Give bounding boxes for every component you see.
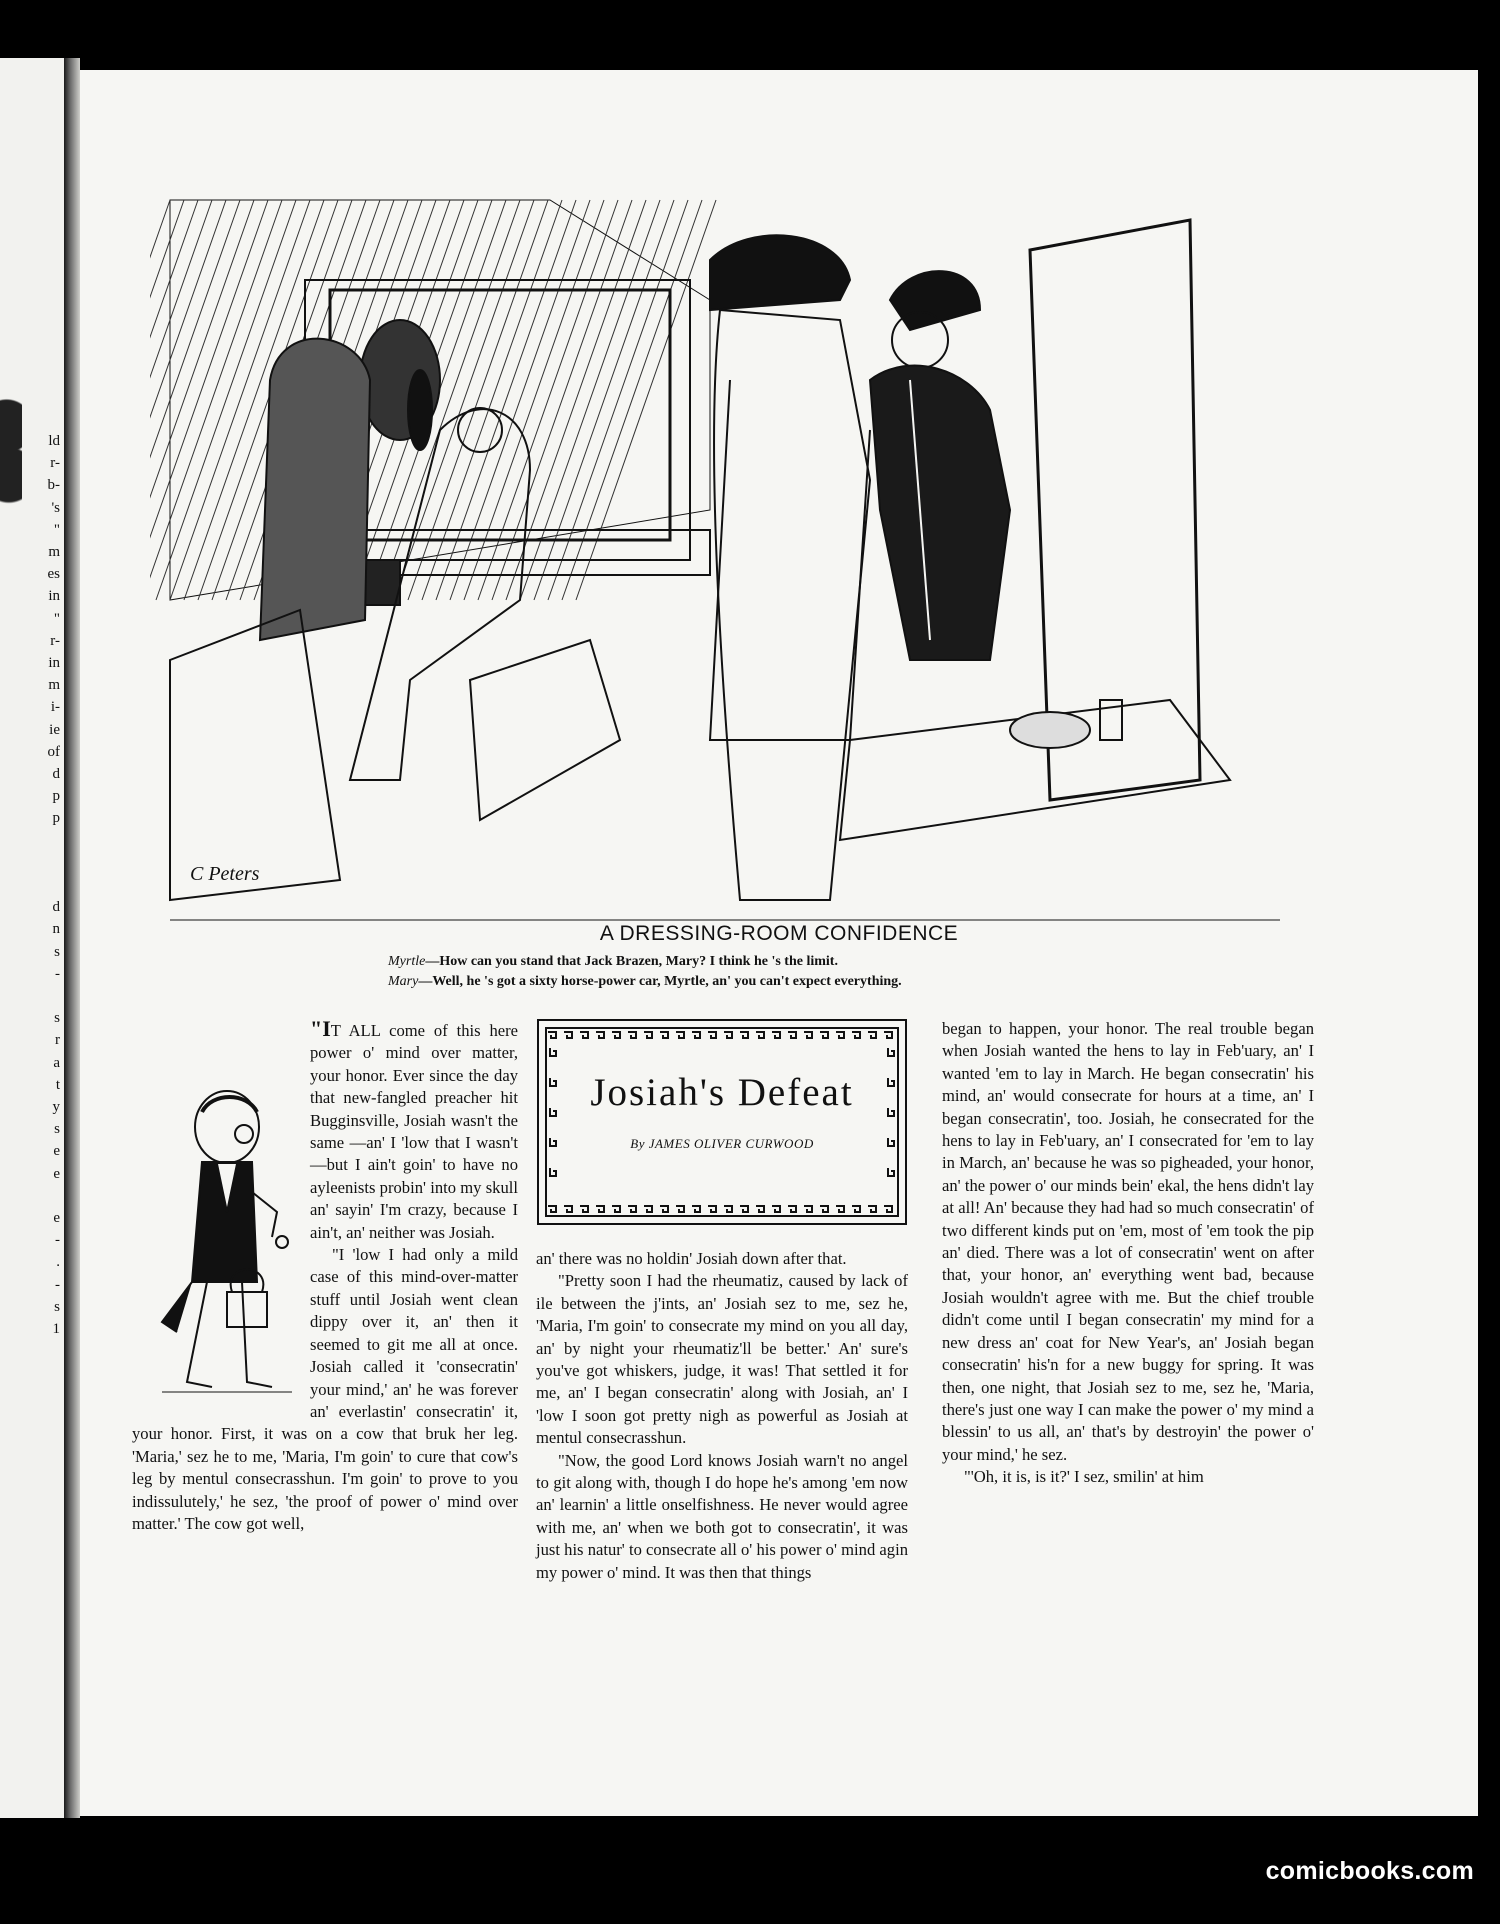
previous-page-text-fragment: 1 (52, 1321, 60, 1337)
story-column-1 (132, 1018, 518, 1535)
previous-page-text-fragment: ld (48, 433, 60, 449)
previous-page-text-fragment: - (55, 1276, 60, 1293)
previous-page-text-fragment: " (53, 610, 60, 627)
previous-page-text-fragment: r- (50, 455, 60, 472)
speaker-name: Mary (388, 974, 419, 989)
previous-page-text-fragment: d (52, 899, 60, 916)
previous-page-text-fragment: a (53, 1054, 60, 1071)
dialogue-text: —Well, he 's got a sixty horse-power car, Myrtle, an' you can't expect everything. (418, 974, 902, 989)
previous-page-text-fragment: of (47, 743, 60, 760)
man-with-flowerpot-cartoon (132, 1082, 302, 1412)
caption-line-mary (388, 974, 902, 990)
previous-page-text-fragment: d (52, 766, 60, 782)
previous-page-text-fragment: in (48, 588, 60, 605)
previous-page-text-fragment: r (55, 1032, 60, 1049)
previous-page-text-fragment: m (48, 544, 60, 560)
paragraph: an' there was no holdin' Josiah down after that. (536, 1249, 847, 1268)
previous-page-text-fragment: . (56, 1254, 60, 1271)
story-byline: By JAMES OLIVER CURWOOD (630, 1136, 814, 1151)
story-column-2 (536, 1248, 908, 1584)
previous-page-text-fragment: p (52, 810, 60, 827)
story-title-box (536, 1018, 908, 1226)
site-watermark: comicbooks.com (1265, 1857, 1474, 1885)
previous-page-text-fragment: s (54, 1010, 60, 1027)
previous-page-text-fragment: m (48, 677, 60, 694)
paragraph: "Pretty soon I had the rheumatiz, caused by lack of ile between the j'ints, an' Josiah sez to me, sez he, 'Maria, I'm goin' to consecrate my mind on you all day, an' by night your rheumatiz'll be better.' An' sure's you've got whiskers, judge, it was! That settled it for me, an' I began consecratin' along with Josiah, an' I 'low I soon got pretty nigh as powerful as Josiah at mentul consecrasshun. (536, 1271, 908, 1448)
previous-page-sliver (0, 58, 67, 1818)
previous-page-text-fragment: - (55, 965, 60, 982)
drop-cap: "I (310, 1016, 331, 1041)
previous-page-text-fragment: e (53, 1210, 60, 1226)
previous-page-text-fragment: e (53, 1165, 60, 1182)
paragraph: "Now, the good Lord knows Josiah warn't no angel to git along with, though I do hope he's among 'em now an' learnin' a little onselfishness. He never would agree with me, an' when we both got to consecratin', it was just his natur' to consecrate all o' his power o' mind agin my power o' mind. It was then that things (536, 1450, 908, 1582)
previous-page-text-fragment: n (52, 921, 60, 938)
paragraph: "I 'low I had only a mild case of this mind-over-matter stuff until Josiah went clean dippy over it, an' then it seemed to git me all at once. Josiah called it 'consecratin' your mind,' an' he was forever an' everlastin' consecratin' it, your honor. First, it was on a cow that bruk her leg. 'Maria,' sez he to me, 'Maria, I'm goin' to cure that cow's leg by mentul consecrasshun. I'm goin' to prove to you indissulutely,' he sez, 'the proof of power o' mind over matter.' The cow got well, (132, 1245, 518, 1533)
previous-page-text-fragment: t (55, 1076, 60, 1093)
previous-page-text-fragment: y (52, 1099, 60, 1115)
previous-page-text-fragment: s (54, 943, 60, 960)
story-title: Josiah's Defeat (590, 1071, 854, 1114)
paragraph: began to happen, your honor. The real trouble began when Josiah wanted the hens to lay in Feb'uary, an' I wanted 'em to lay in March. He began consecratin' his mind, an' would consecrate for hours at a time, an' I began consecratin', too. Josiah, he consecrated for the hens to lay in Feb'uary, an' I consecrated for 'em to lay in March, an' because he was so pigheaded, your honor, an' the power o' our minds bein' ekal, the hens didn't lay at all! An' because they had had so much consecratin' of two different kinds put on 'em, most of 'em took the pip an' died. There was a lot of consecratin' went on after that, your honor, an' everything went bad, because Josiah wouldn't agree with me. But the chief trouble didn't come until I began consecratin' my mind for a new dress an' coat for New Year's, an' Josiah began consecratin' his'n for a new buggy for spring. It was then, one night, that Josiah sez to me, sez he, 'Maria, there's just one way I can make the power o' my mind a blessin' to us all, an' that's by destroyin' the power o' your mind,' he sez. (942, 1019, 1314, 1464)
paragraph: T ALL come of this here power o' mind over matter, your honor. Ever since the day that new-fangled preacher hit Bugginsville, Josiah wasn't the same —an' I 'low that I wasn't—but I ain't goin' to have no ayleenists probin' into my skull an' sayin' I'm crazy, because I ain't, an' neither was Josiah. (310, 1021, 518, 1242)
magazine-page (80, 70, 1478, 1816)
dressing-room-illustration (150, 180, 1280, 960)
previous-page-text-fragment: in (48, 655, 60, 671)
previous-page-text-fragment: " (53, 521, 60, 538)
illustration-caption-title: A DRESSING-ROOM CONFIDENCE (599, 922, 959, 945)
book-spine (64, 58, 80, 1818)
previous-page-text-fragment: es (47, 566, 60, 583)
speaker-name: Myrtle (388, 954, 426, 969)
caption-line-myrtle (388, 954, 838, 970)
previous-page-text-fragment: ie (49, 721, 60, 738)
previous-page-text-fragment: - (55, 1232, 60, 1249)
previous-page-text-fragment: e (53, 1143, 60, 1160)
previous-page-text-fragment: r- (50, 632, 60, 649)
paragraph: "'Oh, it is, is it?' I sez, smilin' at him (964, 1467, 1204, 1487)
previous-page-text-fragment: s (54, 1298, 60, 1315)
previous-page-text-fragment: s (54, 1121, 60, 1138)
dialogue-text: —How can you stand that Jack Brazen, Mary? I think he 's the limit. (425, 954, 838, 969)
previous-page-text-fragment: i- (50, 699, 60, 716)
artist-signature: C Peters (190, 863, 260, 885)
story-column-3 (942, 1018, 1314, 1489)
greek-key-border (536, 1018, 908, 1226)
previous-page-text-fragment: b- (47, 477, 60, 494)
previous-page-text-fragment: p (52, 788, 60, 805)
previous-page-text-fragment: 's (51, 499, 60, 516)
